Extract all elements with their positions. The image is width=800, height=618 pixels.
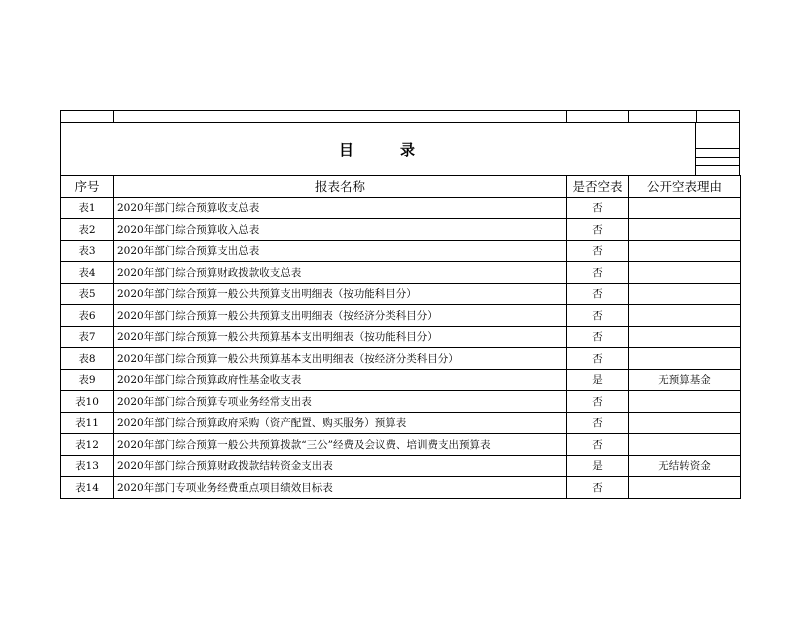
table-row <box>61 369 741 391</box>
row-seq: 表8 <box>61 348 114 370</box>
row-empty: 否 <box>567 477 629 499</box>
table-row <box>61 305 741 327</box>
row-seq: 表2 <box>61 219 114 241</box>
row-empty: 否 <box>567 197 629 219</box>
row-empty: 否 <box>567 283 629 305</box>
table-row <box>61 477 741 499</box>
header-name: 报表名称 <box>114 176 567 198</box>
row-seq: 表1 <box>61 197 114 219</box>
row-reason <box>629 391 741 413</box>
row-name: 2020年部门综合预算一般公共预算基本支出明细表（按功能科目分） <box>114 326 567 348</box>
row-name: 2020年部门综合预算政府性基金收支表 <box>114 369 567 391</box>
table-row <box>61 283 741 305</box>
catalog-sheet <box>60 110 740 499</box>
row-seq: 表11 <box>61 412 114 434</box>
row-reason <box>629 262 741 284</box>
row-seq: 表7 <box>61 326 114 348</box>
title-char-2: 录 <box>400 140 418 159</box>
row-seq: 表3 <box>61 240 114 262</box>
row-seq: 表13 <box>61 455 114 477</box>
table-row <box>61 219 741 241</box>
top-blank-row <box>60 110 740 123</box>
row-seq: 表14 <box>61 477 114 499</box>
table-row <box>61 434 741 456</box>
row-empty: 否 <box>567 326 629 348</box>
row-seq: 表5 <box>61 283 114 305</box>
row-name: 2020年部门综合预算支出总表 <box>114 240 567 262</box>
row-reason <box>629 326 741 348</box>
header-seq: 序号 <box>61 176 114 198</box>
title-char-1: 目 <box>338 140 356 159</box>
table-row <box>61 197 741 219</box>
row-seq: 表9 <box>61 369 114 391</box>
row-name: 2020年部门综合预算一般公共预算支出明细表（按功能科目分） <box>114 283 567 305</box>
row-reason <box>629 434 741 456</box>
row-empty: 否 <box>567 219 629 241</box>
title-row <box>60 123 740 175</box>
row-name: 2020年部门综合预算财政拨款收支总表 <box>114 262 567 284</box>
row-empty: 否 <box>567 434 629 456</box>
row-reason: 无预算基金 <box>629 369 741 391</box>
row-name: 2020年部门综合预算一般公共预算基本支出明细表（按经济分类科目分） <box>114 348 567 370</box>
row-empty: 否 <box>567 262 629 284</box>
row-reason <box>629 219 741 241</box>
table-header-row <box>61 176 741 198</box>
row-seq: 表4 <box>61 262 114 284</box>
row-empty: 是 <box>567 455 629 477</box>
row-empty: 否 <box>567 412 629 434</box>
table-row <box>61 391 741 413</box>
page-title <box>61 123 695 175</box>
row-seq: 表6 <box>61 305 114 327</box>
row-name: 2020年部门专项业务经费重点项目绩效目标表 <box>114 477 567 499</box>
table-row <box>61 262 741 284</box>
row-reason <box>629 477 741 499</box>
row-reason <box>629 348 741 370</box>
row-empty: 否 <box>567 240 629 262</box>
table-row <box>61 455 741 477</box>
table-row <box>61 348 741 370</box>
row-reason <box>629 240 741 262</box>
row-reason <box>629 412 741 434</box>
row-name: 2020年部门综合预算一般公共预算拨款“三公”经费及会议费、培训费支出预算表 <box>114 434 567 456</box>
row-empty: 是 <box>567 369 629 391</box>
row-reason <box>629 283 741 305</box>
row-seq: 表10 <box>61 391 114 413</box>
row-empty: 否 <box>567 305 629 327</box>
row-reason <box>629 305 741 327</box>
row-name: 2020年部门综合预算财政拨款结转资金支出表 <box>114 455 567 477</box>
title-side-box <box>695 123 739 175</box>
row-name: 2020年部门综合预算政府采购（资产配置、购买服务）预算表 <box>114 412 567 434</box>
row-empty: 否 <box>567 391 629 413</box>
row-empty: 否 <box>567 348 629 370</box>
table-row <box>61 326 741 348</box>
table-row <box>61 240 741 262</box>
header-reason: 公开空表理由 <box>629 176 741 198</box>
row-name: 2020年部门综合预算收支总表 <box>114 197 567 219</box>
row-name: 2020年部门综合预算一般公共预算支出明细表（按经济分类科目分） <box>114 305 567 327</box>
row-reason <box>629 197 741 219</box>
row-name: 2020年部门综合预算专项业务经常支出表 <box>114 391 567 413</box>
row-seq: 表12 <box>61 434 114 456</box>
table-row <box>61 412 741 434</box>
header-empty: 是否空表 <box>567 176 629 198</box>
catalog-table <box>60 175 741 499</box>
row-reason: 无结转资金 <box>629 455 741 477</box>
row-name: 2020年部门综合预算收入总表 <box>114 219 567 241</box>
